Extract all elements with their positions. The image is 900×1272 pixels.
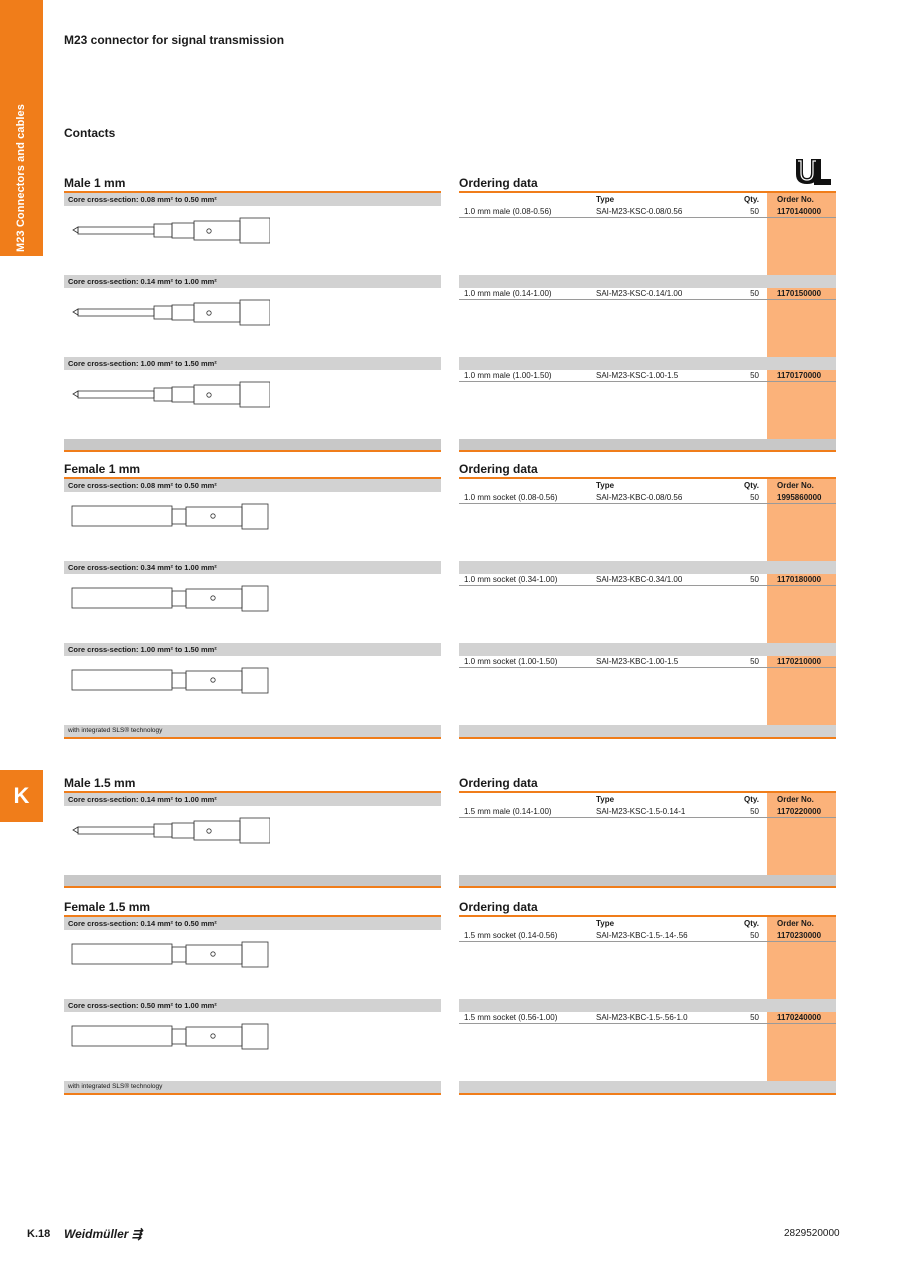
ordering-table bbox=[459, 191, 836, 452]
core-cross-section: Core cross-section: 0.08 mm² to 0.50 mm² bbox=[64, 193, 441, 206]
product-drawings bbox=[64, 191, 441, 452]
table-row-line bbox=[459, 656, 836, 668]
chapter-side-tab-label: M23 Connectors and cables bbox=[15, 104, 27, 252]
chapter-side-tab bbox=[0, 0, 43, 256]
item-qty: 50 bbox=[750, 931, 759, 940]
table-row-line bbox=[459, 206, 836, 218]
col-order: Order No. bbox=[777, 195, 814, 204]
item-order-number: 1170140000 bbox=[777, 207, 822, 216]
item-order-number: 1170220000 bbox=[777, 807, 822, 816]
section-heading: Female 1.5 mm bbox=[64, 900, 151, 914]
core-cross-section: Core cross-section: 0.14 mm² to 1.00 mm² bbox=[64, 793, 441, 806]
footer-band bbox=[459, 439, 836, 450]
item-order-number: 1170170000 bbox=[777, 371, 822, 380]
col-order: Order No. bbox=[777, 919, 814, 928]
item-description: 1.0 mm male (0.14-1.00) bbox=[464, 289, 552, 298]
table-header bbox=[459, 357, 836, 370]
core-cross-section: Core cross-section: 0.34 mm² to 1.00 mm² bbox=[64, 561, 441, 574]
divider bbox=[64, 1093, 441, 1095]
footer-band bbox=[459, 875, 836, 886]
male-contact-drawing bbox=[70, 298, 270, 328]
item-description: 1.0 mm socket (0.34-1.00) bbox=[464, 575, 558, 584]
table-header bbox=[459, 793, 836, 806]
table-header bbox=[459, 275, 836, 288]
female-contact-drawing bbox=[70, 666, 270, 696]
table-row-line bbox=[459, 370, 836, 382]
table-header bbox=[459, 193, 836, 206]
item-description: 1.5 mm socket (0.56-1.00) bbox=[464, 1013, 558, 1022]
male-contact-drawing bbox=[70, 380, 270, 410]
item-order-number: 1995860000 bbox=[777, 493, 822, 502]
item-description: 1.0 mm male (1.00-1.50) bbox=[464, 371, 552, 380]
ordering-table bbox=[459, 915, 836, 1095]
item-type: SAI-M23-KBC-0.34/1.00 bbox=[596, 575, 683, 584]
female-contact-drawing bbox=[70, 584, 270, 614]
table-row bbox=[459, 917, 836, 999]
contact-variant bbox=[64, 357, 441, 439]
chapter-letter-tab: K bbox=[0, 770, 43, 822]
ordering-table bbox=[459, 791, 836, 888]
item-order-number: 1170150000 bbox=[777, 289, 822, 298]
contact-variant bbox=[64, 193, 441, 275]
ul-certification-logo bbox=[790, 155, 838, 187]
col-order: Order No. bbox=[777, 795, 814, 804]
table-row-line bbox=[459, 930, 836, 942]
footer-band bbox=[64, 439, 441, 450]
divider bbox=[459, 737, 836, 739]
table-row-line bbox=[459, 806, 836, 818]
table-row bbox=[459, 193, 836, 275]
table-row bbox=[459, 793, 836, 875]
item-type: SAI-M23-KBC-0.08/0.56 bbox=[596, 493, 683, 502]
brand-icon: ⇶ bbox=[131, 1227, 142, 1241]
ordering-table bbox=[459, 477, 836, 739]
table-row-line bbox=[459, 492, 836, 504]
item-order-number: 1170210000 bbox=[777, 657, 822, 666]
item-order-number: 1170180000 bbox=[777, 575, 822, 584]
item-qty: 50 bbox=[750, 575, 759, 584]
table-row bbox=[459, 561, 836, 643]
female-contact-drawing bbox=[70, 1022, 270, 1052]
contact-variant bbox=[64, 643, 441, 725]
table-header bbox=[459, 999, 836, 1012]
item-qty: 50 bbox=[750, 207, 759, 216]
item-type: SAI-M23-KSC-0.08/0.56 bbox=[596, 207, 683, 216]
table-header bbox=[459, 643, 836, 656]
core-cross-section: Core cross-section: 0.08 mm² to 0.50 mm² bbox=[64, 479, 441, 492]
item-type: SAI-M23-KBC-1.00-1.5 bbox=[596, 657, 679, 666]
core-cross-section: Core cross-section: 1.00 mm² to 1.50 mm² bbox=[64, 357, 441, 370]
ordering-heading: Ordering data bbox=[459, 462, 538, 476]
item-type: SAI-M23-KSC-0.14/1.00 bbox=[596, 289, 683, 298]
col-type: Type bbox=[596, 195, 615, 204]
section-heading: Male 1 mm bbox=[64, 176, 126, 190]
female-contact-drawing bbox=[70, 502, 270, 532]
item-description: 1.0 mm socket (1.00-1.50) bbox=[464, 657, 558, 666]
col-order: Order No. bbox=[777, 481, 814, 490]
footer-band bbox=[459, 1081, 836, 1093]
ordering-heading: Ordering data bbox=[459, 176, 538, 190]
table-row bbox=[459, 479, 836, 561]
ordering-heading: Ordering data bbox=[459, 900, 538, 914]
core-cross-section: Core cross-section: 0.14 mm² to 0.50 mm² bbox=[64, 917, 441, 930]
table-header bbox=[459, 479, 836, 492]
col-qty: Qty. bbox=[744, 195, 759, 204]
item-description: 1.5 mm socket (0.14-0.56) bbox=[464, 931, 558, 940]
item-qty: 50 bbox=[750, 657, 759, 666]
section-heading: Male 1.5 mm bbox=[64, 776, 136, 790]
page-number: K.18 bbox=[27, 1228, 51, 1240]
col-qty: Qty. bbox=[744, 481, 759, 490]
col-qty: Qty. bbox=[744, 919, 759, 928]
col-qty: Qty. bbox=[744, 795, 759, 804]
contact-variant bbox=[64, 275, 441, 357]
table-row bbox=[459, 999, 836, 1081]
female-contact-drawing bbox=[70, 940, 270, 970]
item-description: 1.5 mm male (0.14-1.00) bbox=[464, 807, 552, 816]
footer-band bbox=[459, 725, 836, 737]
table-header bbox=[459, 561, 836, 574]
divider bbox=[459, 886, 836, 888]
table-row bbox=[459, 275, 836, 357]
item-description: 1.0 mm male (0.08-0.56) bbox=[464, 207, 552, 216]
item-qty: 50 bbox=[750, 371, 759, 380]
divider bbox=[459, 450, 836, 452]
item-type: SAI-M23-KBC-1.5-.14-.56 bbox=[596, 931, 688, 940]
item-qty: 50 bbox=[750, 493, 759, 502]
core-cross-section: Core cross-section: 0.50 mm² to 1.00 mm² bbox=[64, 999, 441, 1012]
item-type: SAI-M23-KSC-1.00-1.5 bbox=[596, 371, 679, 380]
page-title: M23 connector for signal transmission bbox=[64, 33, 285, 47]
contact-variant bbox=[64, 917, 441, 999]
col-type: Type bbox=[596, 919, 615, 928]
document-number: 2829520000 bbox=[784, 1228, 840, 1239]
table-row bbox=[459, 643, 836, 725]
core-cross-section: Core cross-section: 1.00 mm² to 1.50 mm² bbox=[64, 643, 441, 656]
item-qty: 50 bbox=[750, 807, 759, 816]
section-title: Contacts bbox=[64, 126, 116, 140]
item-qty: 50 bbox=[750, 289, 759, 298]
contact-variant bbox=[64, 479, 441, 561]
product-drawings bbox=[64, 915, 441, 1095]
technology-note: with integrated SLS® technology bbox=[64, 725, 441, 737]
col-type: Type bbox=[596, 481, 615, 490]
table-header bbox=[459, 917, 836, 930]
divider bbox=[459, 1093, 836, 1095]
brand-name: Weidmüller bbox=[64, 1227, 129, 1241]
contact-variant bbox=[64, 999, 441, 1081]
item-order-number: 1170230000 bbox=[777, 931, 822, 940]
section-heading: Female 1 mm bbox=[64, 462, 141, 476]
table-row-line bbox=[459, 1012, 836, 1024]
product-drawings bbox=[64, 791, 441, 888]
product-drawings bbox=[64, 477, 441, 739]
male-contact-drawing bbox=[70, 816, 270, 846]
contact-variant bbox=[64, 561, 441, 643]
col-type: Type bbox=[596, 795, 615, 804]
divider bbox=[64, 737, 441, 739]
item-qty: 50 bbox=[750, 1013, 759, 1022]
table-row-line bbox=[459, 574, 836, 586]
core-cross-section: Core cross-section: 0.14 mm² to 1.00 mm² bbox=[64, 275, 441, 288]
table-row-line bbox=[459, 288, 836, 300]
table-row bbox=[459, 357, 836, 439]
divider bbox=[64, 450, 441, 452]
technology-note: with integrated SLS® technology bbox=[64, 1081, 441, 1093]
item-description: 1.0 mm socket (0.08-0.56) bbox=[464, 493, 558, 502]
item-type: SAI-M23-KBC-1.5-.56-1.0 bbox=[596, 1013, 688, 1022]
item-type: SAI-M23-KSC-1.5-0.14-1 bbox=[596, 807, 686, 816]
divider bbox=[64, 886, 441, 888]
footer-band bbox=[64, 875, 441, 886]
male-contact-drawing bbox=[70, 216, 270, 246]
contact-variant bbox=[64, 793, 441, 875]
brand-logo bbox=[64, 1227, 142, 1241]
ordering-heading: Ordering data bbox=[459, 776, 538, 790]
item-order-number: 1170240000 bbox=[777, 1013, 822, 1022]
